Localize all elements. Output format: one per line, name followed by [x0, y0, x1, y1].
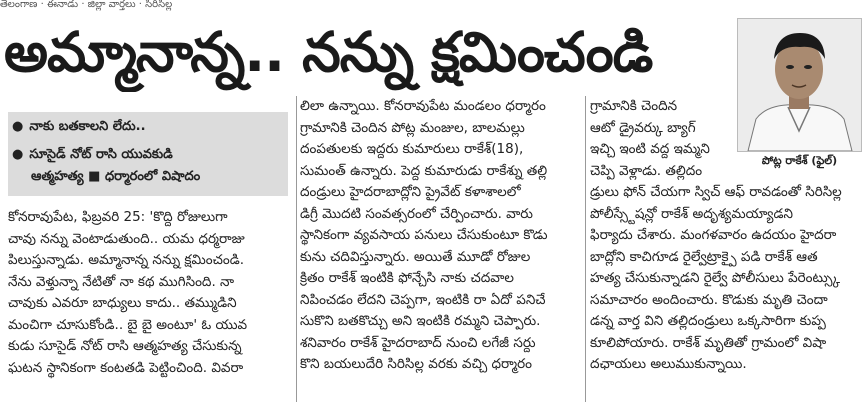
bullet-item: ● నాకు బతకాలని లేదు.. — [12, 119, 146, 134]
article-line: మంచిగా చూసుకోండి.. బై బై అంటూ' ఓ యువ — [8, 316, 248, 333]
article-line: ఘటన స్థానికంగా కంటతడి పెట్టించింది. వివరా — [8, 359, 244, 376]
article-line: దఛాయలు అలుముకున్నాయి. — [590, 356, 747, 372]
bullet-dot-icon: ● — [12, 119, 24, 134]
article-column-2 — [300, 96, 582, 376]
article-line: లిలా ఉన్నాయి. కోనరావుపేట మండలం ధర్మారం — [300, 98, 546, 114]
article-line: బాద్లోని కాచిగూడ రైల్వేట్రాక్పై పడి రాకేశ్ ఆత — [590, 248, 818, 265]
photo-caption: పోట్ల రాకేశ్ (ఫైల్) — [761, 154, 838, 167]
article-line: డ్రులు ఫోన్ చేయగా స్విచ్ ఆఫ్ రావడంతో సిరిసిల్ల — [590, 184, 842, 200]
bullet-item: ● సూసైడ్ నోట్ రాసి యువకుడి — [12, 147, 173, 162]
article-line: శనివారం రాకేశ్ హైదరాబాద్ నుంచి లగేజీ సర్దు — [300, 334, 536, 351]
article-line: సమాచారం అందించారు. కొడుకు మృతి చెందా — [590, 291, 828, 308]
portrait-figure — [738, 19, 861, 151]
bullet-item-continued: ఆత్మహత్య ■ ధర్మారంలో విషాదం — [31, 169, 201, 184]
article-line: స్థానికంగా వ్యవసాయ పనులు చేసుకుంటూ కొడు — [300, 227, 548, 243]
column-divider — [585, 96, 586, 402]
article-line: గ్రామానికి చెందిన — [590, 98, 678, 114]
article-line: కును చదివిస్తున్నారు. అయితే మూడో రోజుల — [300, 248, 531, 265]
portrait-photo — [737, 18, 862, 152]
article-line: క్రితం రాకేశ్ ఇంటికి ఫోన్చేసి నాకు చదవాల — [300, 270, 514, 286]
article-line: నేను వెళ్తున్నా నేటితో నా కథ ముగిసింది. నా — [8, 273, 235, 290]
article-column-3-top — [590, 96, 732, 182]
article-line: దంపతులకు ఇద్దరు కుమారులు రాకేశ్(18), — [300, 141, 524, 157]
article-line: సుమంత్ ఉన్నారు. పెద్ద కుమారుడు రాకేశ్ను తల్లి — [300, 162, 548, 179]
article-line: పోలీస్స్టేషన్లో రాకేశ్ అదృశ్యమయ్యాడని — [590, 205, 793, 222]
article-line: నిపించడం లేదని చెప్పగా, ఇంటికి రా ఏదో పనిచే — [300, 291, 546, 308]
article-line: కొని బయలుదేరి సిరిసిల్ల వరకు వచ్చి ధర్మారం — [300, 356, 532, 372]
headline: అమ్మానాన్న.. నన్ను క్షమించండి — [4, 20, 653, 84]
article-line: చావు నన్ను వెంటాడుతుంది.. యమ ధర్మరాజు — [8, 230, 245, 247]
article-line: కూలిపోయారు. రాకేశ్ మృతితో గ్రామంలో విషా — [590, 334, 827, 351]
article-column-3 — [590, 182, 864, 376]
article-line: పిలుస్తున్నాడు. అమ్మానాన్న నన్ను క్షమించండి. — [8, 252, 244, 268]
article-line: గ్రామానికి చెందిన పోట్ల మంజుల, బాలమల్లు — [300, 119, 525, 136]
column-divider — [296, 96, 297, 402]
article-line: ఫిర్యాదు చేశారు. మంగళవారం ఉదయం హైదరా — [590, 227, 837, 243]
article-line: కుడు సూసైడ్ నోట్ రాసి ఆత్మహత్య చేసుకున్న — [8, 338, 242, 354]
article-line: చావుకు ఎవరూ బాధ్యులు కాదు.. తమ్ముడిని — [8, 295, 237, 311]
article-line: ఇచ్చి ఇంటి వద్ద ఇమ్మని — [590, 141, 710, 157]
top-strip: తెలంగాణ · ఈనాడు · జిల్లా వార్తలు · సిరిసిల్ల — [0, 0, 173, 10]
article-line: ఆటో డ్రైవర్కు బ్యాగ్ — [590, 119, 696, 136]
article-line: సుకొని బతకొచ్చు అని ఇంటికి రమ్మని చెప్పారు. — [300, 313, 541, 329]
article-line: డన్న వార్త విని తల్లిదండ్రులు ఒక్కసారిగా కుప్ప — [590, 313, 826, 329]
bullet-dot-icon: ● — [12, 147, 24, 162]
article-line: డిగ్రీ మొదటి సంవత్సరంలో చేర్పించారు. వారు — [300, 205, 533, 222]
article-column-1 — [8, 207, 292, 379]
article-line: దండ్రులు హైదరాబాద్లోని ప్రైవేట్ కళాశాలలో — [300, 184, 521, 200]
article-line: హత్య చేసుకున్నాడని రైల్వే పోలీసులు పేరెంట్స్కు — [590, 270, 840, 286]
article-line: చెప్పి వెళ్లాడు. తల్లిదం — [590, 162, 703, 179]
article-line: కోనరావుపేట, ఫిబ్రవరి 25: 'కొద్ది రోజులుగా — [8, 209, 228, 225]
